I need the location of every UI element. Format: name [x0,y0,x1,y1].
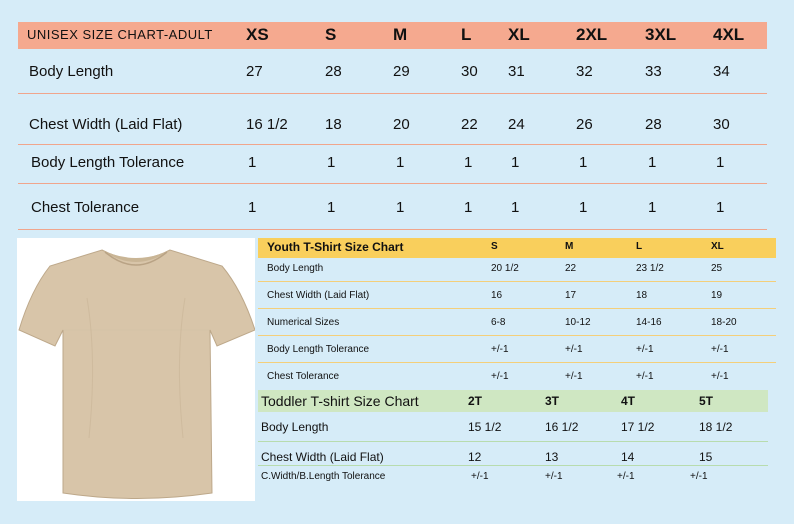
row-divider [258,362,776,363]
adult-cell: 1 [511,154,520,171]
adult-cell: 1 [248,199,257,216]
youth-size-s: S [491,241,498,252]
youth-cell: 14-16 [636,317,662,328]
youth-size-xl: XL [711,241,724,252]
adult-size-3xl: 3XL [645,25,677,44]
row-divider [258,281,776,282]
youth-cell: 23 1/2 [636,263,664,274]
adult-cell: 28 [645,116,662,133]
toddler-row-label: C.Width/B.Length Tolerance [261,471,386,482]
adult-cell: 1 [327,199,336,216]
adult-size-xs: XS [246,25,269,44]
youth-cell: +/-1 [565,371,583,382]
toddler-size-4t: 4T [621,394,636,408]
adult-row-label: Chest Width (Laid Flat) [29,116,183,133]
youth-cell: +/-1 [491,344,509,355]
adult-cell: 1 [716,199,725,216]
t-shirt-icon [17,238,255,501]
toddler-row-label: Chest Width (Laid Flat) [261,450,384,464]
toddler-cell: 18 1/2 [699,420,733,434]
adult-cell: 16 1/2 [246,116,288,133]
adult-cell: 18 [325,116,342,133]
adult-cell: 22 [461,116,478,133]
adult-cell: 1 [464,199,473,216]
youth-cell: 22 [565,263,577,274]
row-divider [18,229,767,230]
adult-cell: 1 [579,154,588,171]
toddler-cell: +/-1 [545,471,563,482]
toddler-cell: 17 1/2 [621,420,655,434]
youth-size-m: M [565,241,574,252]
adult-row-label: Body Length Tolerance [31,154,185,171]
youth-cell: 6-8 [491,317,506,328]
row-divider [18,183,767,184]
adult-chart-title: UNISEX SIZE CHART-ADULT [27,27,213,42]
toddler-cell: +/-1 [617,471,635,482]
toddler-row-label: Body Length [261,420,329,434]
adult-cell: 33 [645,63,662,80]
adult-cell: 34 [713,63,730,80]
adult-cell: 32 [576,63,593,80]
row-divider [258,441,768,442]
adult-cell: 26 [576,116,593,133]
row-divider [258,308,776,309]
youth-cell: 17 [565,290,577,301]
adult-size-2xl: 2XL [576,25,608,44]
adult-cell: 1 [579,199,588,216]
product-image [17,238,255,501]
row-divider [18,93,767,94]
youth-cell: 20 1/2 [491,263,519,274]
youth-row-label: Numerical Sizes [267,317,340,328]
youth-cell: 25 [711,263,723,274]
youth-cell: +/-1 [636,371,654,382]
adult-cell: 31 [508,63,525,80]
youth-chart-title: Youth T-Shirt Size Chart [267,240,404,254]
youth-cell: +/-1 [711,344,729,355]
adult-cell: 30 [461,63,478,80]
adult-cell: 1 [511,199,520,216]
toddler-cell: 15 [699,450,713,464]
toddler-chart-title: Toddler T-shirt Size Chart [261,393,419,409]
adult-cell: 1 [648,199,657,216]
adult-cell: 1 [396,154,405,171]
youth-cell: 18-20 [711,317,737,328]
adult-cell: 30 [713,116,730,133]
toddler-cell: 13 [545,450,559,464]
toddler-cell: 14 [621,450,635,464]
adult-size-l: L [461,25,472,44]
toddler-cell: 12 [468,450,482,464]
toddler-cell: 15 1/2 [468,420,502,434]
youth-cell: 16 [491,290,503,301]
adult-cell: 27 [246,63,263,80]
toddler-cell: +/-1 [471,471,489,482]
row-divider [18,144,767,145]
adult-cell: 29 [393,63,410,80]
youth-row-label: Chest Width (Laid Flat) [267,290,370,301]
adult-size-4xl: 4XL [713,25,745,44]
youth-size-l: L [636,241,643,252]
adult-cell: 1 [248,154,257,171]
adult-row-label: Body Length [29,63,114,80]
youth-cell: 19 [711,290,723,301]
adult-cell: 24 [508,116,525,133]
adult-row-label: Chest Tolerance [31,199,140,216]
toddler-size-2t: 2T [468,394,483,408]
adult-cell: 1 [464,154,473,171]
youth-cell: +/-1 [711,371,729,382]
adult-size-m: M [393,25,408,44]
youth-cell: +/-1 [491,371,509,382]
adult-cell: 1 [716,154,725,171]
adult-size-s: S [325,25,337,44]
youth-cell: 10-12 [565,317,591,328]
adult-cell: 28 [325,63,342,80]
adult-cell: 1 [396,199,405,216]
youth-row-label: Body Length [267,263,324,274]
row-divider [258,335,776,336]
toddler-size-5t: 5T [699,394,714,408]
adult-cell: 1 [648,154,657,171]
toddler-size-3t: 3T [545,394,560,408]
youth-cell: +/-1 [565,344,583,355]
youth-row-label: Body Length Tolerance [267,344,370,355]
toddler-cell: +/-1 [690,471,708,482]
adult-cell: 1 [327,154,336,171]
youth-row-label: Chest Tolerance [267,371,340,382]
toddler-cell: 16 1/2 [545,420,579,434]
adult-cell: 20 [393,116,410,133]
row-divider [258,465,768,466]
youth-cell: +/-1 [636,344,654,355]
youth-cell: 18 [636,290,648,301]
adult-size-xl: XL [508,25,530,44]
